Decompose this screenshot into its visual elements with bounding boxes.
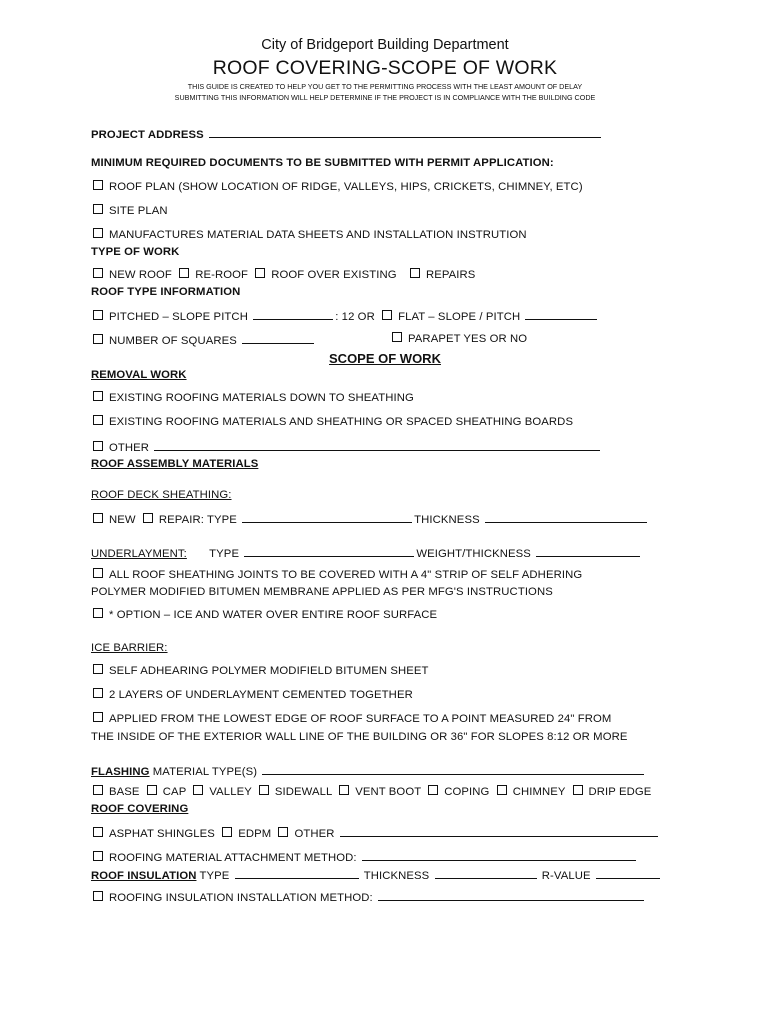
applied-label-2: THE INSIDE OF THE EXTERIOR WALL LINE OF THE BUILDING OR 36" FOR SLOPES 8:12 OR MORE — [91, 731, 628, 743]
insulation-rvalue-field[interactable] — [596, 867, 660, 879]
shingles-label: ASPHAT SHINGLES — [109, 828, 215, 840]
roof-plan-row — [93, 180, 583, 193]
underlayment-weight-label: WEIGHT/THICKNESS — [416, 548, 531, 560]
deck-new-checkbox[interactable] — [93, 513, 103, 523]
flashing-material-field[interactable] — [262, 763, 644, 775]
roof-plan-label: ROOF PLAN (SHOW LOCATION OF RIDGE, VALLEYS, HIPS, CRICKETS, CHIMNEY, ETC) — [109, 181, 583, 193]
joints-label-1: ALL ROOF SHEATHING JOINTS TO BE COVERED WITH A 4" STRIP OF SELF ADHERING — [109, 569, 583, 581]
base-checkbox[interactable] — [93, 785, 103, 795]
site-plan-row — [93, 204, 168, 217]
attachment-checkbox[interactable] — [93, 851, 103, 861]
underlayment-type-label: TYPE — [209, 548, 240, 560]
insulation-rvalue-label: R-VALUE — [541, 870, 591, 882]
pitched-label: PITCHED – SLOPE PITCH — [109, 311, 248, 323]
flat-pitch-field[interactable] — [525, 308, 597, 320]
removal-sheathing-checkbox[interactable] — [93, 415, 103, 425]
ice-barrier-heading: ICE BARRIER: — [91, 642, 168, 654]
parapet-row — [392, 332, 527, 345]
self-adhering-label: SELF ADHEARING POLYMER MODIFIELD BITUMEN SHEET — [109, 665, 429, 677]
pitched-checkbox[interactable] — [93, 310, 103, 320]
roof-covering-heading: ROOF COVERING — [91, 803, 189, 815]
joints-checkbox[interactable] — [93, 568, 103, 578]
self-adhering-checkbox[interactable] — [93, 664, 103, 674]
sidewall-checkbox[interactable] — [259, 785, 269, 795]
type-of-work-row — [93, 268, 475, 281]
flashing-material-label: MATERIAL TYPE(S) — [152, 766, 258, 778]
roof-type-heading: ROOF TYPE INFORMATION — [91, 286, 241, 298]
edpm-checkbox[interactable] — [222, 827, 232, 837]
deck-thickness-label: THICKNESS — [414, 514, 480, 526]
valley-checkbox[interactable] — [193, 785, 203, 795]
removal-other-checkbox[interactable] — [93, 441, 103, 451]
re-roof-checkbox[interactable] — [179, 268, 189, 278]
squares-checkbox[interactable] — [93, 334, 103, 344]
removal-other-field[interactable] — [154, 439, 600, 451]
flat-checkbox[interactable] — [382, 310, 392, 320]
data-sheets-checkbox[interactable] — [93, 228, 103, 238]
cap-checkbox[interactable] — [147, 785, 157, 795]
option-checkbox[interactable] — [93, 608, 103, 618]
drip-edge-checkbox[interactable] — [573, 785, 583, 795]
roof-over-existing-checkbox[interactable] — [255, 268, 265, 278]
form-title: ROOF COVERING-SCOPE OF WORK — [212, 57, 558, 79]
flat-label: FLAT – SLOPE / PITCH — [398, 311, 521, 323]
removal-down-label: EXISTING ROOFING MATERIALS DOWN TO SHEATHING — [109, 392, 414, 404]
underlayment-heading: UNDERLAYMENT: — [91, 548, 187, 560]
parapet-label: PARAPET YES OR NO — [408, 333, 528, 345]
chimney-label: CHIMNEY — [512, 786, 566, 798]
shingles-checkbox[interactable] — [93, 827, 103, 837]
deck-repair-checkbox[interactable] — [143, 513, 153, 523]
project-address-row — [91, 126, 603, 141]
deck-type-field[interactable] — [242, 511, 412, 523]
squares-row — [93, 332, 316, 347]
coping-checkbox[interactable] — [428, 785, 438, 795]
parapet-checkbox[interactable] — [392, 332, 402, 342]
new-roof-label: NEW ROOF — [109, 269, 172, 281]
two-layers-checkbox[interactable] — [93, 688, 103, 698]
data-sheets-label: MANUFACTURES MATERIAL DATA SHEETS AND INSTALLATION INSTRUTION — [109, 229, 527, 241]
scope-of-work-heading: SCOPE OF WORK — [329, 351, 441, 366]
flashing-heading: FLASHING — [91, 766, 150, 778]
roof-insulation-heading: ROOF INSULATION — [91, 870, 197, 882]
slope-pitch-field[interactable] — [253, 308, 333, 320]
roof-deck-heading: ROOF DECK SHEATHING: — [91, 489, 232, 501]
applied-label-1: APPLIED FROM THE LOWEST EDGE OF ROOF SURFACE TO A POINT MEASURED 24" FROM — [109, 713, 612, 725]
guide-note: THIS GUIDE IS CREATED TO HELP YOU GET TO THE PERMITTING PROCESS WITH THE LEAST AMOUNT OF DELAY — [187, 82, 583, 91]
deck-new-label: NEW — [109, 514, 136, 526]
insulation-type-label: TYPE — [199, 870, 230, 882]
compliance-note: SUBMITTING THIS INFORMATION WILL HELP DETERMINE IF THE PROJECT IS IN COMPLIANCE WITH THE BUILDING CODE — [174, 93, 596, 102]
deck-repair-label: REPAIR: TYPE — [158, 514, 237, 526]
applied-checkbox[interactable] — [93, 712, 103, 722]
sidewall-label: SIDEWALL — [274, 786, 332, 798]
insulation-method-field[interactable] — [378, 889, 644, 901]
department-name: City of Bridgeport Building Department — [261, 37, 509, 53]
flashing-types-row — [93, 785, 651, 798]
underlayment-type-field[interactable] — [244, 545, 414, 557]
removal-other-row — [93, 439, 602, 454]
squares-label: NUMBER OF SQUARES — [109, 335, 237, 347]
attachment-label: ROOFING MATERIAL ATTACHMENT METHOD: — [109, 852, 357, 864]
insulation-thickness-field[interactable] — [435, 867, 537, 879]
insulation-method-row — [93, 889, 646, 904]
vent-boot-label: VENT BOOT — [355, 786, 422, 798]
new-roof-checkbox[interactable] — [93, 268, 103, 278]
underlayment-row — [91, 545, 642, 560]
coping-label: COPING — [444, 786, 490, 798]
roof-assembly-heading: ROOF ASSEMBLY MATERIALS — [91, 458, 259, 470]
drip-edge-label: DRIP EDGE — [588, 786, 652, 798]
squares-field[interactable] — [242, 332, 314, 344]
attachment-field[interactable] — [362, 849, 636, 861]
roof-plan-checkbox[interactable] — [93, 180, 103, 190]
insulation-type-field[interactable] — [235, 867, 359, 879]
attachment-row — [93, 849, 638, 864]
option-label: * OPTION – ICE AND WATER OVER ENTIRE ROOF SURFACE — [109, 609, 438, 621]
covering-other-checkbox[interactable] — [278, 827, 288, 837]
repairs-label: REPAIRS — [425, 269, 476, 281]
min-docs-heading: MINIMUM REQUIRED DOCUMENTS TO BE SUBMITTED WITH PERMIT APPLICATION: — [91, 157, 554, 169]
edpm-label: EDPM — [238, 828, 272, 840]
project-address-field[interactable] — [209, 126, 601, 138]
deck-thickness-field[interactable] — [485, 511, 647, 523]
two-layers-label: 2 LAYERS OF UNDERLAYMENT CEMENTED TOGETHER — [109, 689, 413, 701]
insulation-method-checkbox[interactable] — [93, 891, 103, 901]
removal-sheathing-label: EXISTING ROOFING MATERIALS AND SHEATHING OR SPACED SHEATHING BOARDS — [109, 416, 574, 428]
valley-label: VALLEY — [209, 786, 252, 798]
self-adhering-row — [93, 664, 429, 677]
applied-row — [93, 712, 611, 725]
site-plan-checkbox[interactable] — [93, 204, 103, 214]
underlayment-weight-field[interactable] — [536, 545, 640, 557]
base-label: BASE — [109, 786, 140, 798]
deck-row — [93, 511, 649, 526]
covering-other-field[interactable] — [340, 825, 658, 837]
joints-label-2: POLYMER MODIFIED BITUMEN MEMBRANE APPLIED AS PER MFG'S INSTRUCTIONS — [91, 586, 553, 598]
removal-down-checkbox[interactable] — [93, 391, 103, 401]
repairs-checkbox[interactable] — [410, 268, 420, 278]
removal-sheathing-row — [93, 415, 573, 428]
site-plan-label: SITE PLAN — [109, 205, 168, 217]
pitch-row — [93, 308, 599, 323]
removal-other-label: OTHER — [109, 442, 150, 454]
re-roof-label: RE-ROOF — [195, 269, 248, 281]
roof-over-existing-label: ROOF OVER EXISTING — [271, 269, 397, 281]
insulation-thickness-label: THICKNESS — [363, 870, 430, 882]
insulation-row — [91, 867, 662, 882]
removal-work-heading: REMOVAL WORK — [91, 369, 187, 381]
insulation-method-label: ROOFING INSULATION INSTALLATION METHOD: — [109, 892, 373, 904]
chimney-checkbox[interactable] — [497, 785, 507, 795]
vent-boot-checkbox[interactable] — [339, 785, 349, 795]
pitch-ratio-label: : 12 OR — [335, 311, 375, 323]
joints-row — [93, 568, 582, 581]
covering-other-label: OTHER — [294, 828, 335, 840]
option-row — [93, 608, 437, 621]
data-sheets-row — [93, 228, 527, 241]
type-of-work-heading: TYPE OF WORK — [91, 246, 180, 258]
cap-label: CAP — [162, 786, 187, 798]
project-address-label: PROJECT ADDRESS — [91, 129, 204, 141]
two-layers-row — [93, 688, 413, 701]
flashing-row — [91, 763, 646, 778]
removal-down-row — [93, 391, 414, 404]
covering-types-row — [93, 825, 660, 840]
